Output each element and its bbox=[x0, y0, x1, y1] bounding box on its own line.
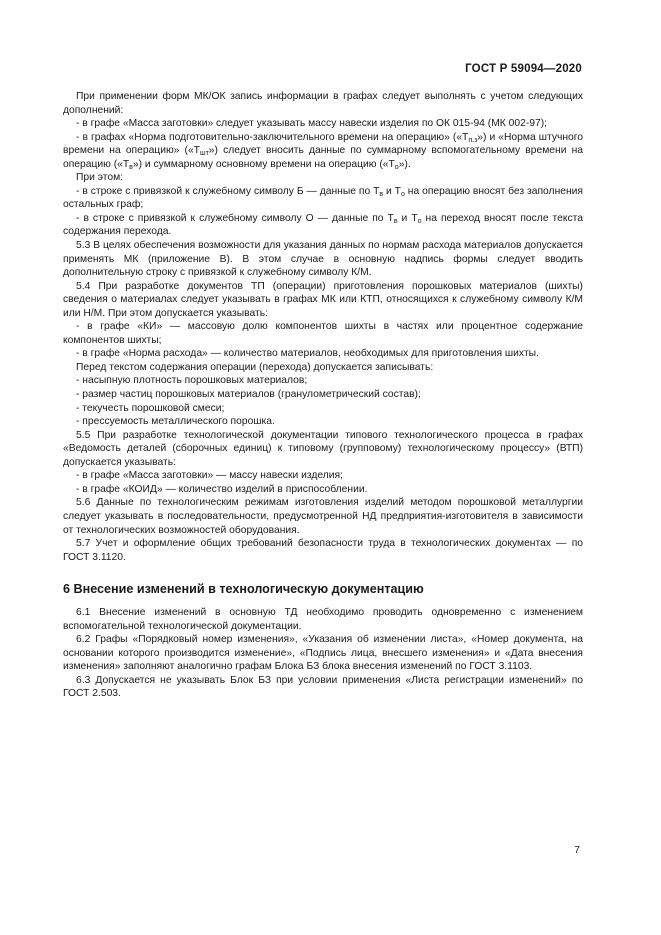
list-item: - прессуемость металлического порошка. bbox=[76, 416, 275, 428]
list-item: - в графе «КИ» — массовую долю компонентов шихты в частях или процентное содержание компонентов шихты; bbox=[63, 321, 583, 346]
list-item: - размер частиц порошковых материалов (гранулометрический состав); bbox=[76, 389, 421, 401]
text-run: ») следует вносить данные по суммарному вспомогательному времени на операцию («Т bbox=[63, 145, 583, 170]
standard-number: ГОСТ Р 59094—2020 bbox=[465, 63, 582, 75]
list-item: - в графе «КОИД» — количество изделий в приспособлении. bbox=[76, 483, 368, 495]
list-item-symbol-o bbox=[63, 212, 583, 239]
text-run: и Т bbox=[397, 212, 418, 224]
subscript: в bbox=[379, 190, 384, 198]
list-item-time-norms bbox=[63, 131, 583, 172]
text-run: на операцию вносят без заполнения остальных граф; bbox=[63, 185, 583, 211]
clause-5-3: 5.3 В целях обеспечения возможности для указания данных по нормам расхода материалов допускается применять МК (приложение В). В этом случае в основную надпись формы следует вводить дополнительную строку с привязкой к служебному символу К/М. bbox=[63, 240, 583, 279]
subscript: в bbox=[129, 163, 133, 171]
clause-5-4: 5.4 При разработке документов ТП (операции) приготовления порошковых материалов (шихты) сведения о материалах следует указывать в графах МК или КТП, относящихся к служебному символу К/М или Н/М. При этом допускается указывать: bbox=[63, 280, 583, 319]
page-number: 7 bbox=[574, 845, 580, 856]
list-item: - в графе «Масса заготовки» — массу навески изделия; bbox=[76, 470, 343, 482]
text-run: »). bbox=[398, 158, 411, 170]
clause-6-1: 6.1 Внесение изменений в основную ТД необходимо проводить одновременно с изменением вспомогательной технологической документации. bbox=[63, 607, 583, 632]
paragraph: При этом: bbox=[76, 172, 124, 184]
list-item: - в графе «Норма расхода» — количество материалов, необходимых для приготовления шихты. bbox=[76, 348, 539, 360]
list-item: - в графе «Масса заготовки» следует указывать массу навески изделия по ОК 015-94 (МК 002-97); bbox=[76, 118, 547, 130]
text-run: ») и суммарному основному времени на операцию («Т bbox=[132, 158, 395, 170]
text-run: и Т bbox=[383, 185, 401, 197]
clause-6-2: 6.2 Графы «Порядковый номер изменения», «Указания об изменении листа», «Номер документа, на основании которого производится изменение», «Подпись лица, внесшего изменения» и «Дата внесения изменения» заполняют аналогично графам Блока БЗ блока внесения изменений по ГОСТ 3.1103. bbox=[63, 634, 583, 673]
text-run: - в графах «Норма подготовительно-заключительного времени на операцию» («Т bbox=[76, 131, 469, 143]
clause-5-7: 5.7 Учет и оформление общих требований безопасности труда в технологических документах — по ГОСТ 3.1120. bbox=[63, 538, 583, 563]
list-item: - насыпную плотность порошковых материалов; bbox=[76, 375, 308, 387]
text-run: - в строке с привязкой к служебному символу Б — данные по Т bbox=[76, 185, 380, 197]
subscript: о bbox=[417, 217, 422, 225]
text-run: - в строке с привязкой к служебному символу О — данные по Т bbox=[76, 212, 394, 224]
subscript: п.з bbox=[468, 136, 478, 144]
subscript: о bbox=[400, 190, 405, 198]
subscript: шт bbox=[199, 150, 209, 158]
paragraph: При применении форм МК/ОК запись информации в графах следует выполнять с учетом следующих дополнений: bbox=[63, 91, 583, 116]
clause-5-5: 5.5 При разработке технологической документации типового технологического процесса в графах «Ведомость деталей (сборочных единиц) к типовому (групповому) технологическому процессу» (ВТП) допускается указывать: bbox=[63, 429, 583, 468]
paragraph: Перед текстом содержания операции (перехода) допускается записывать: bbox=[76, 361, 434, 373]
text-run: ») и «Норма штучного времени на операцию» («Т bbox=[63, 131, 584, 157]
list-item: - текучесть порошковой смеси; bbox=[76, 402, 225, 414]
subscript: о bbox=[394, 163, 399, 171]
section-heading: 6 Внесение изменений в технологическую документацию bbox=[63, 582, 424, 597]
list-item-symbol-b bbox=[63, 185, 583, 212]
document-body bbox=[63, 90, 583, 701]
clause-6-3: 6.3 Допускается не указывать Блок БЗ при условии применения «Листа регистрации изменений» по ГОСТ 2.503. bbox=[63, 674, 583, 700]
text-run: на переход вносят после текста содержания перехода. bbox=[63, 212, 583, 238]
clause-5-6: 5.6 Данные по технологическим режимам изготовления изделий методом порошковой металлургии следует указывать в последовательности, предусмотренной НД предприятия-изготовителя в зависимости от технологических возможностей оборудования. bbox=[63, 497, 583, 536]
subscript: в bbox=[393, 217, 398, 225]
